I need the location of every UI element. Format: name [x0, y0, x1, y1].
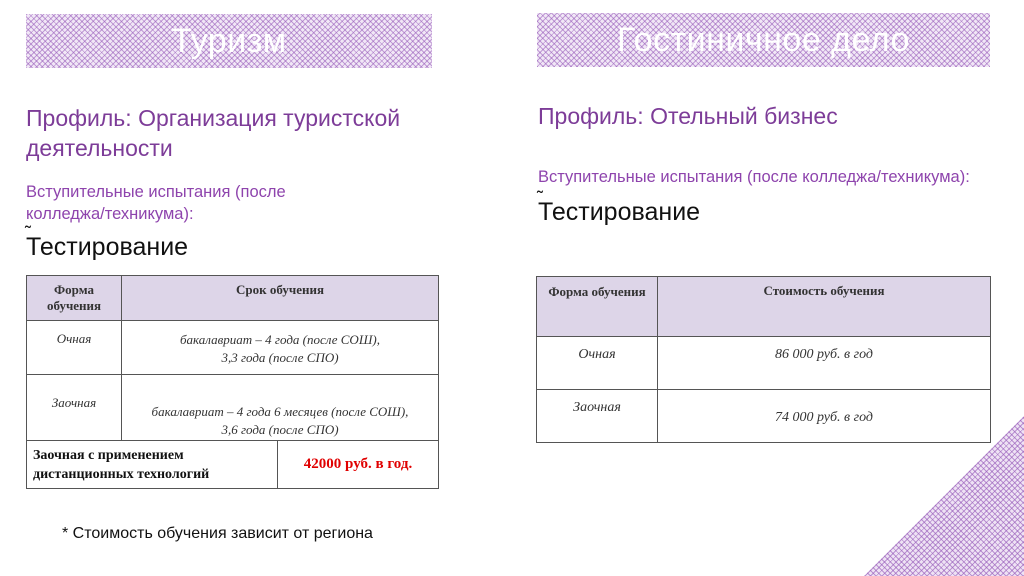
method-tourism: ˜ Тестирование [26, 232, 188, 262]
profile-line-2: деятельности [26, 135, 173, 161]
row-form: Очная [537, 337, 658, 390]
hotel-cost-table [536, 276, 991, 443]
distance-line-1: Заочная с применением [33, 447, 184, 463]
exams-tourism [26, 181, 286, 225]
distance-line-2: дистанционных технологий [33, 466, 210, 482]
header-form: Форма обучения [537, 277, 658, 337]
row-term [122, 321, 439, 375]
row-cost: 86 000 руб. в год [658, 337, 991, 390]
table-row [537, 390, 991, 443]
row-term [122, 375, 439, 441]
table-row [27, 375, 439, 441]
header-form: Форма обучения [27, 276, 122, 321]
cost-footnote: * Стоимость обучения зависит от региона [62, 525, 373, 542]
term-line-2: 3,6 года (после СПО) [221, 422, 339, 437]
row-form: Заочная [537, 390, 658, 443]
tourism-study-table [26, 275, 439, 489]
header-cost: Стоимость обучения [658, 277, 991, 337]
exams-line-1: Вступительные испытания (после [26, 183, 286, 201]
row-form: Очная [27, 321, 122, 375]
distance-learning-label [27, 441, 278, 489]
exams-line-2: колледжа/техникума): [26, 205, 194, 223]
table-row [537, 337, 991, 390]
method-hotel: ˜ Тестирование [538, 197, 700, 227]
row-cost: 74 000 руб. в год [658, 390, 991, 443]
table-row [27, 321, 439, 375]
profile-line-1: Профиль: Организация туристской [26, 105, 401, 131]
row-form: Заочная [27, 375, 122, 441]
term-line-1: бакалавриат – 4 года (после СОШ), [180, 332, 380, 347]
header-term: Срок обучения [122, 276, 439, 321]
profile-tourism [26, 103, 400, 163]
banner-hotel-business: Гостиничное дело [537, 13, 990, 67]
term-line-1: бакалавриат – 4 года 6 месяцев (после СОШ), [151, 404, 409, 419]
term-line-2: 3,3 года (после СПО) [221, 350, 339, 365]
banner-tourism: Туризм [26, 14, 432, 68]
distance-learning-price: 42000 руб. в год. [278, 441, 439, 489]
table-row [27, 441, 439, 489]
exams-hotel: Вступительные испытания (после колледжа/техникума): [538, 168, 970, 186]
profile-hotel: Профиль: Отельный бизнес [538, 103, 838, 129]
